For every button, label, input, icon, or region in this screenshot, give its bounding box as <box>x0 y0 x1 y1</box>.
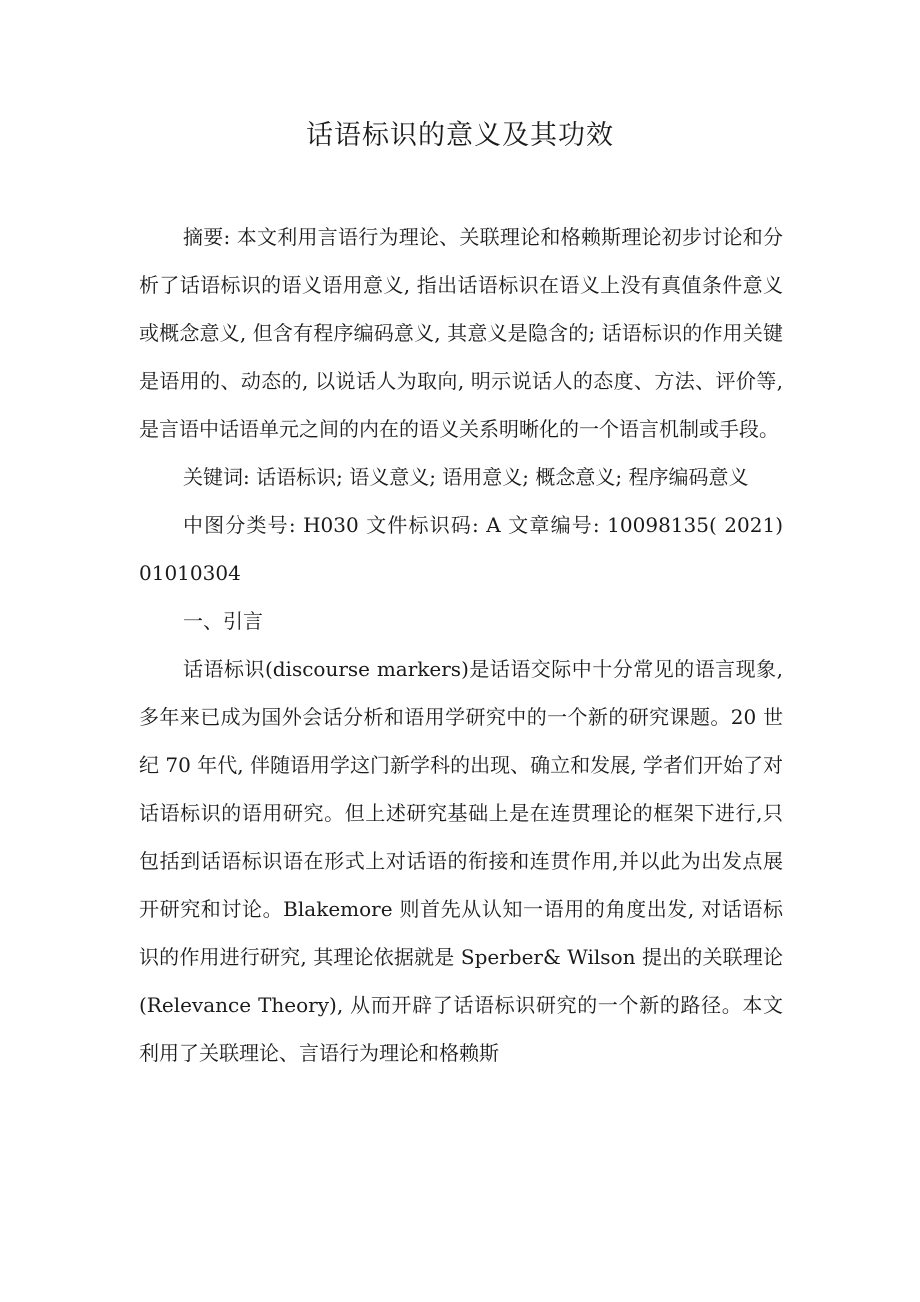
classification-paragraph: 中图分类号: H030 文件标识码: A 文章编号: 10098135( 2021) 01010304 <box>139 513 783 585</box>
intro-paragraph: 话语标识(discourse markers)是话语交际中十分常见的语言现象,多年来已成为国外会话分析和语用学研究中的一个新的研究课题。20 世纪 70 年代, 伴随语用学这门新学科的出现、确立和发展, 学者们开始了对话语标识的语用研究。但上述研究基础上是在连贯理论的框架下进行,只包括到话语标识语在形式上对话语的衔接和连贯作用,并以此为出发点展开研究和讨论。Blakemore 则首先从认知一语用的角度出发, 对话语标识的作用进行研究, 其理论依据就是 Sperber& Wilson 提出的关联理论(Relevance Theory), 从而开辟了话语标识研究的一个新的路径。本文利用了关联理论、言语行为理论和格赖斯 <box>139 657 783 1065</box>
keywords-paragraph: 关键词: 话语标识; 语义意义; 语用意义; 概念意义; 程序编码意义 <box>183 465 749 489</box>
document-title: 话语标识的意义及其功效 <box>306 120 614 151</box>
document-body <box>139 213 783 1077</box>
abstract-paragraph: 摘要: 本文利用言语行为理论、关联理论和格赖斯理论初步讨论和分析了话语标识的语义语用意义, 指出话语标识在语义上没有真值条件意义或概念意义, 但含有程序编码意义, 其意义是隐含的; 话语标识的作用关键是语用的、动态的, 以说话人为取向, 明示说话人的态度、方法、评价等, 是言语中话语单元之间的内在的语义关系明晰化的一个语言机制或手段。 <box>139 225 783 441</box>
section-heading: 一、引言 <box>183 609 263 633</box>
